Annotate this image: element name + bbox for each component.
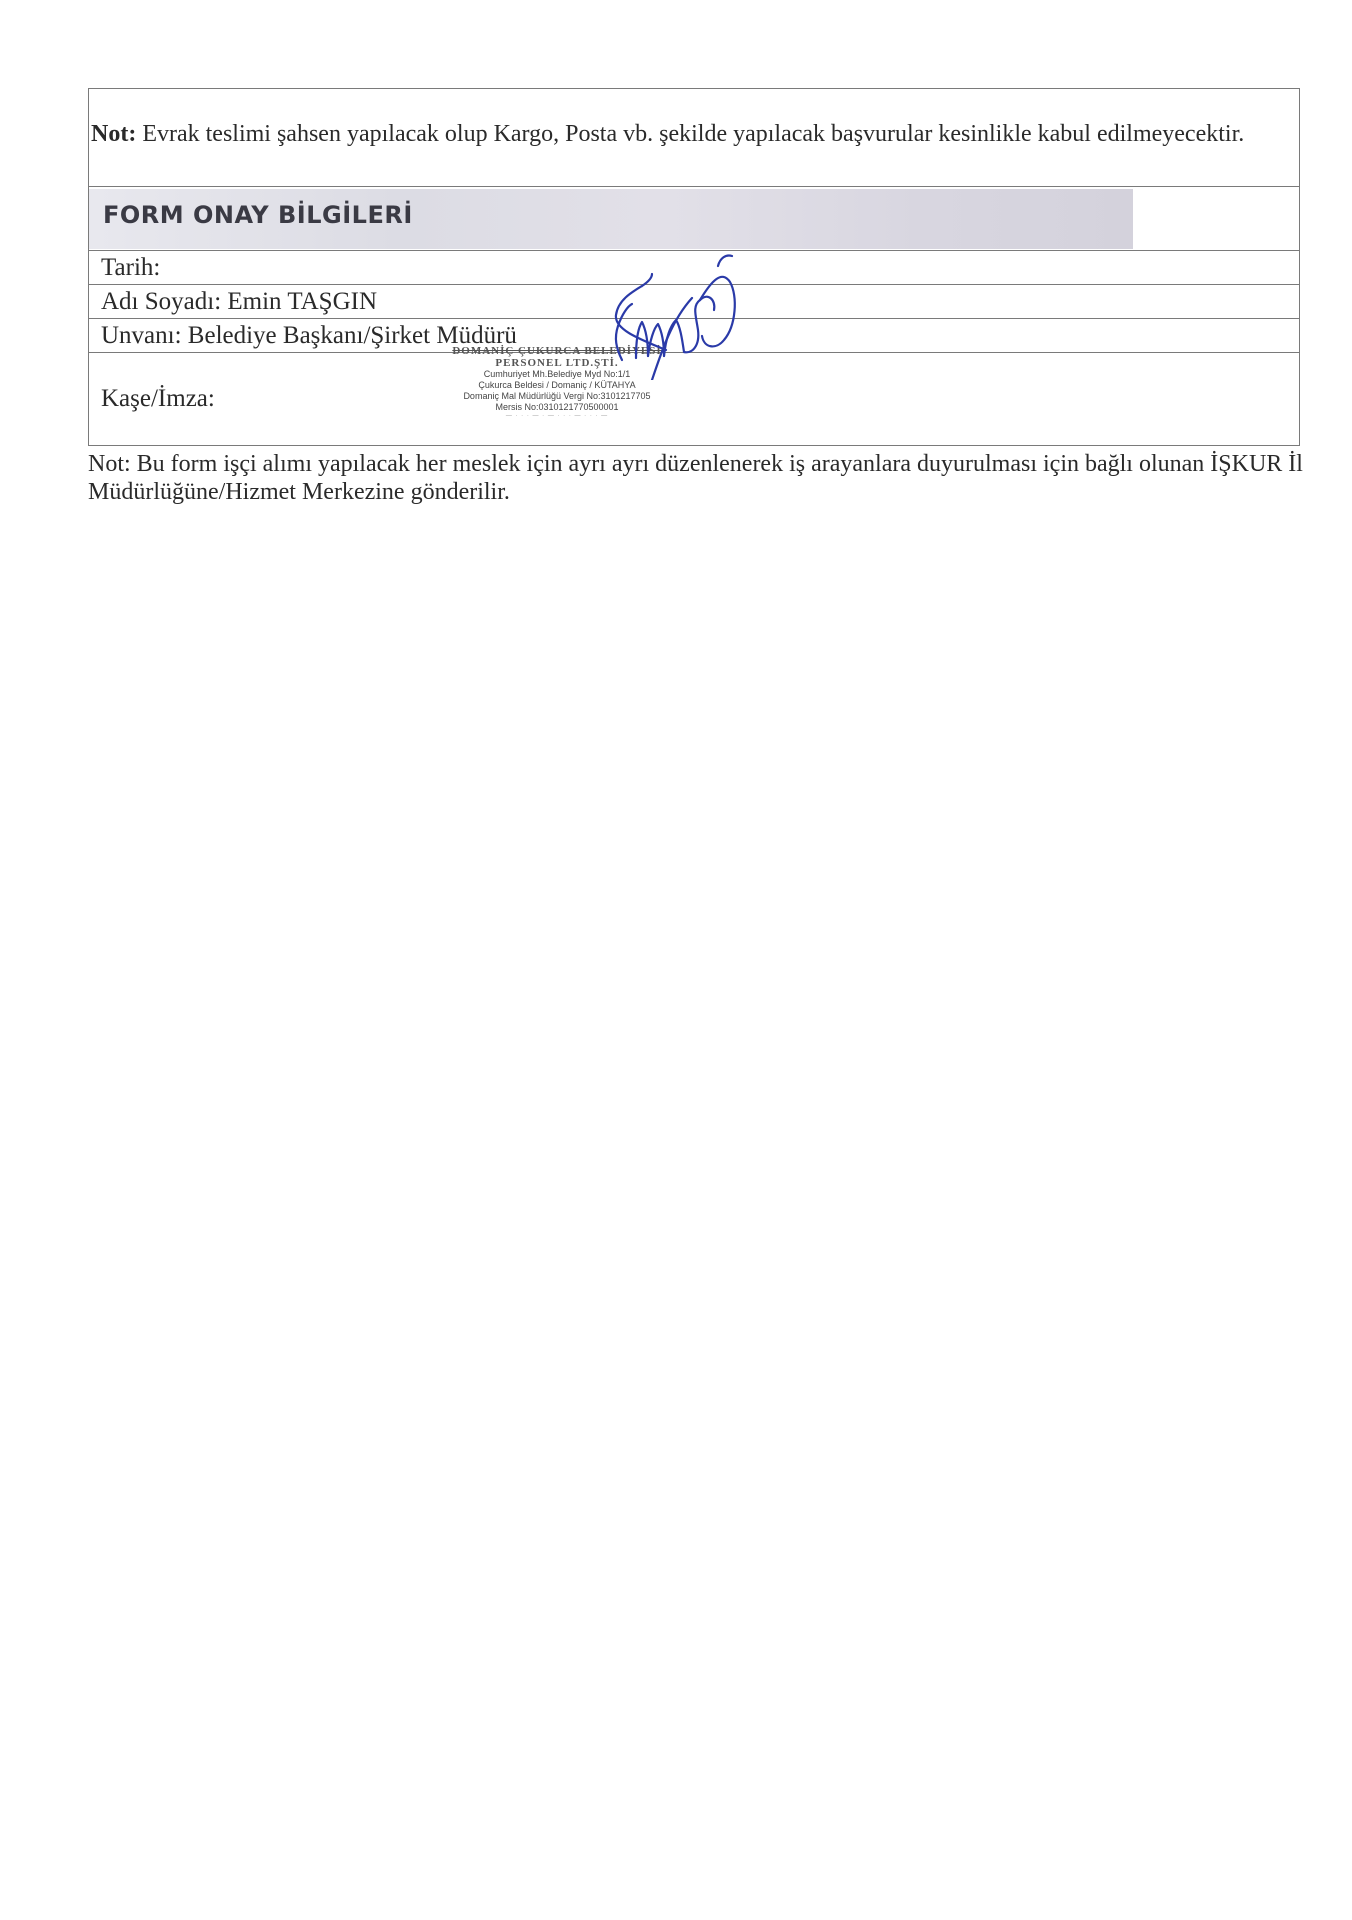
stamp-mersis-number: Mersis No:0310121770500001 xyxy=(495,402,619,412)
stamp-company-line1: DOMANİÇ ÇUKURCA BELEDİYESİ xyxy=(452,345,662,357)
note-text: Evrak teslimi şahsen yapılacak olup Kargo, Posta vb. şekilde yapılacak başvurular kesinlikle kabul edilmeyecektir. xyxy=(142,121,1245,147)
handwritten-signature xyxy=(592,230,752,380)
footnote: Not: Bu form işçi alımı yapılacak her meslek için ayrı ayrı düzenlenerek iş arayanlara duyurulması için bağlı olunan İŞKUR İl Müdürlüğüne/Hizmet Merkezine gönderilir. xyxy=(88,451,1303,505)
date-field: Tarih: xyxy=(89,251,1299,285)
note-label: Not: xyxy=(91,121,137,147)
form-header-title: FORM ONAY BİLGİLERİ xyxy=(103,201,413,229)
name-field: Adı Soyadı: Emin TAŞGIN xyxy=(89,285,1299,319)
stamp-signature-label: Kaşe/İmza: xyxy=(101,385,215,412)
stamp-company-line2: PERSONEL LTD.ŞTİ. xyxy=(495,357,619,369)
delivery-note xyxy=(89,89,1299,187)
title-field: Unvanı: Belediye Başkanı/Şirket Müdürü xyxy=(89,319,1299,353)
stamp-tax-number: Domaniç Mal Müdürlüğü Vergi No:3101217705 xyxy=(463,391,651,401)
stamp-faint-line: — · · · — · — · · · — · · · — xyxy=(505,413,609,419)
stamp-address2: Çukurca Beldesi / Domaniç / KÜTAHYA xyxy=(478,380,636,390)
stamp-address1: Cumhuriyet Mh.Belediye Myd No:1/1 xyxy=(483,369,631,379)
